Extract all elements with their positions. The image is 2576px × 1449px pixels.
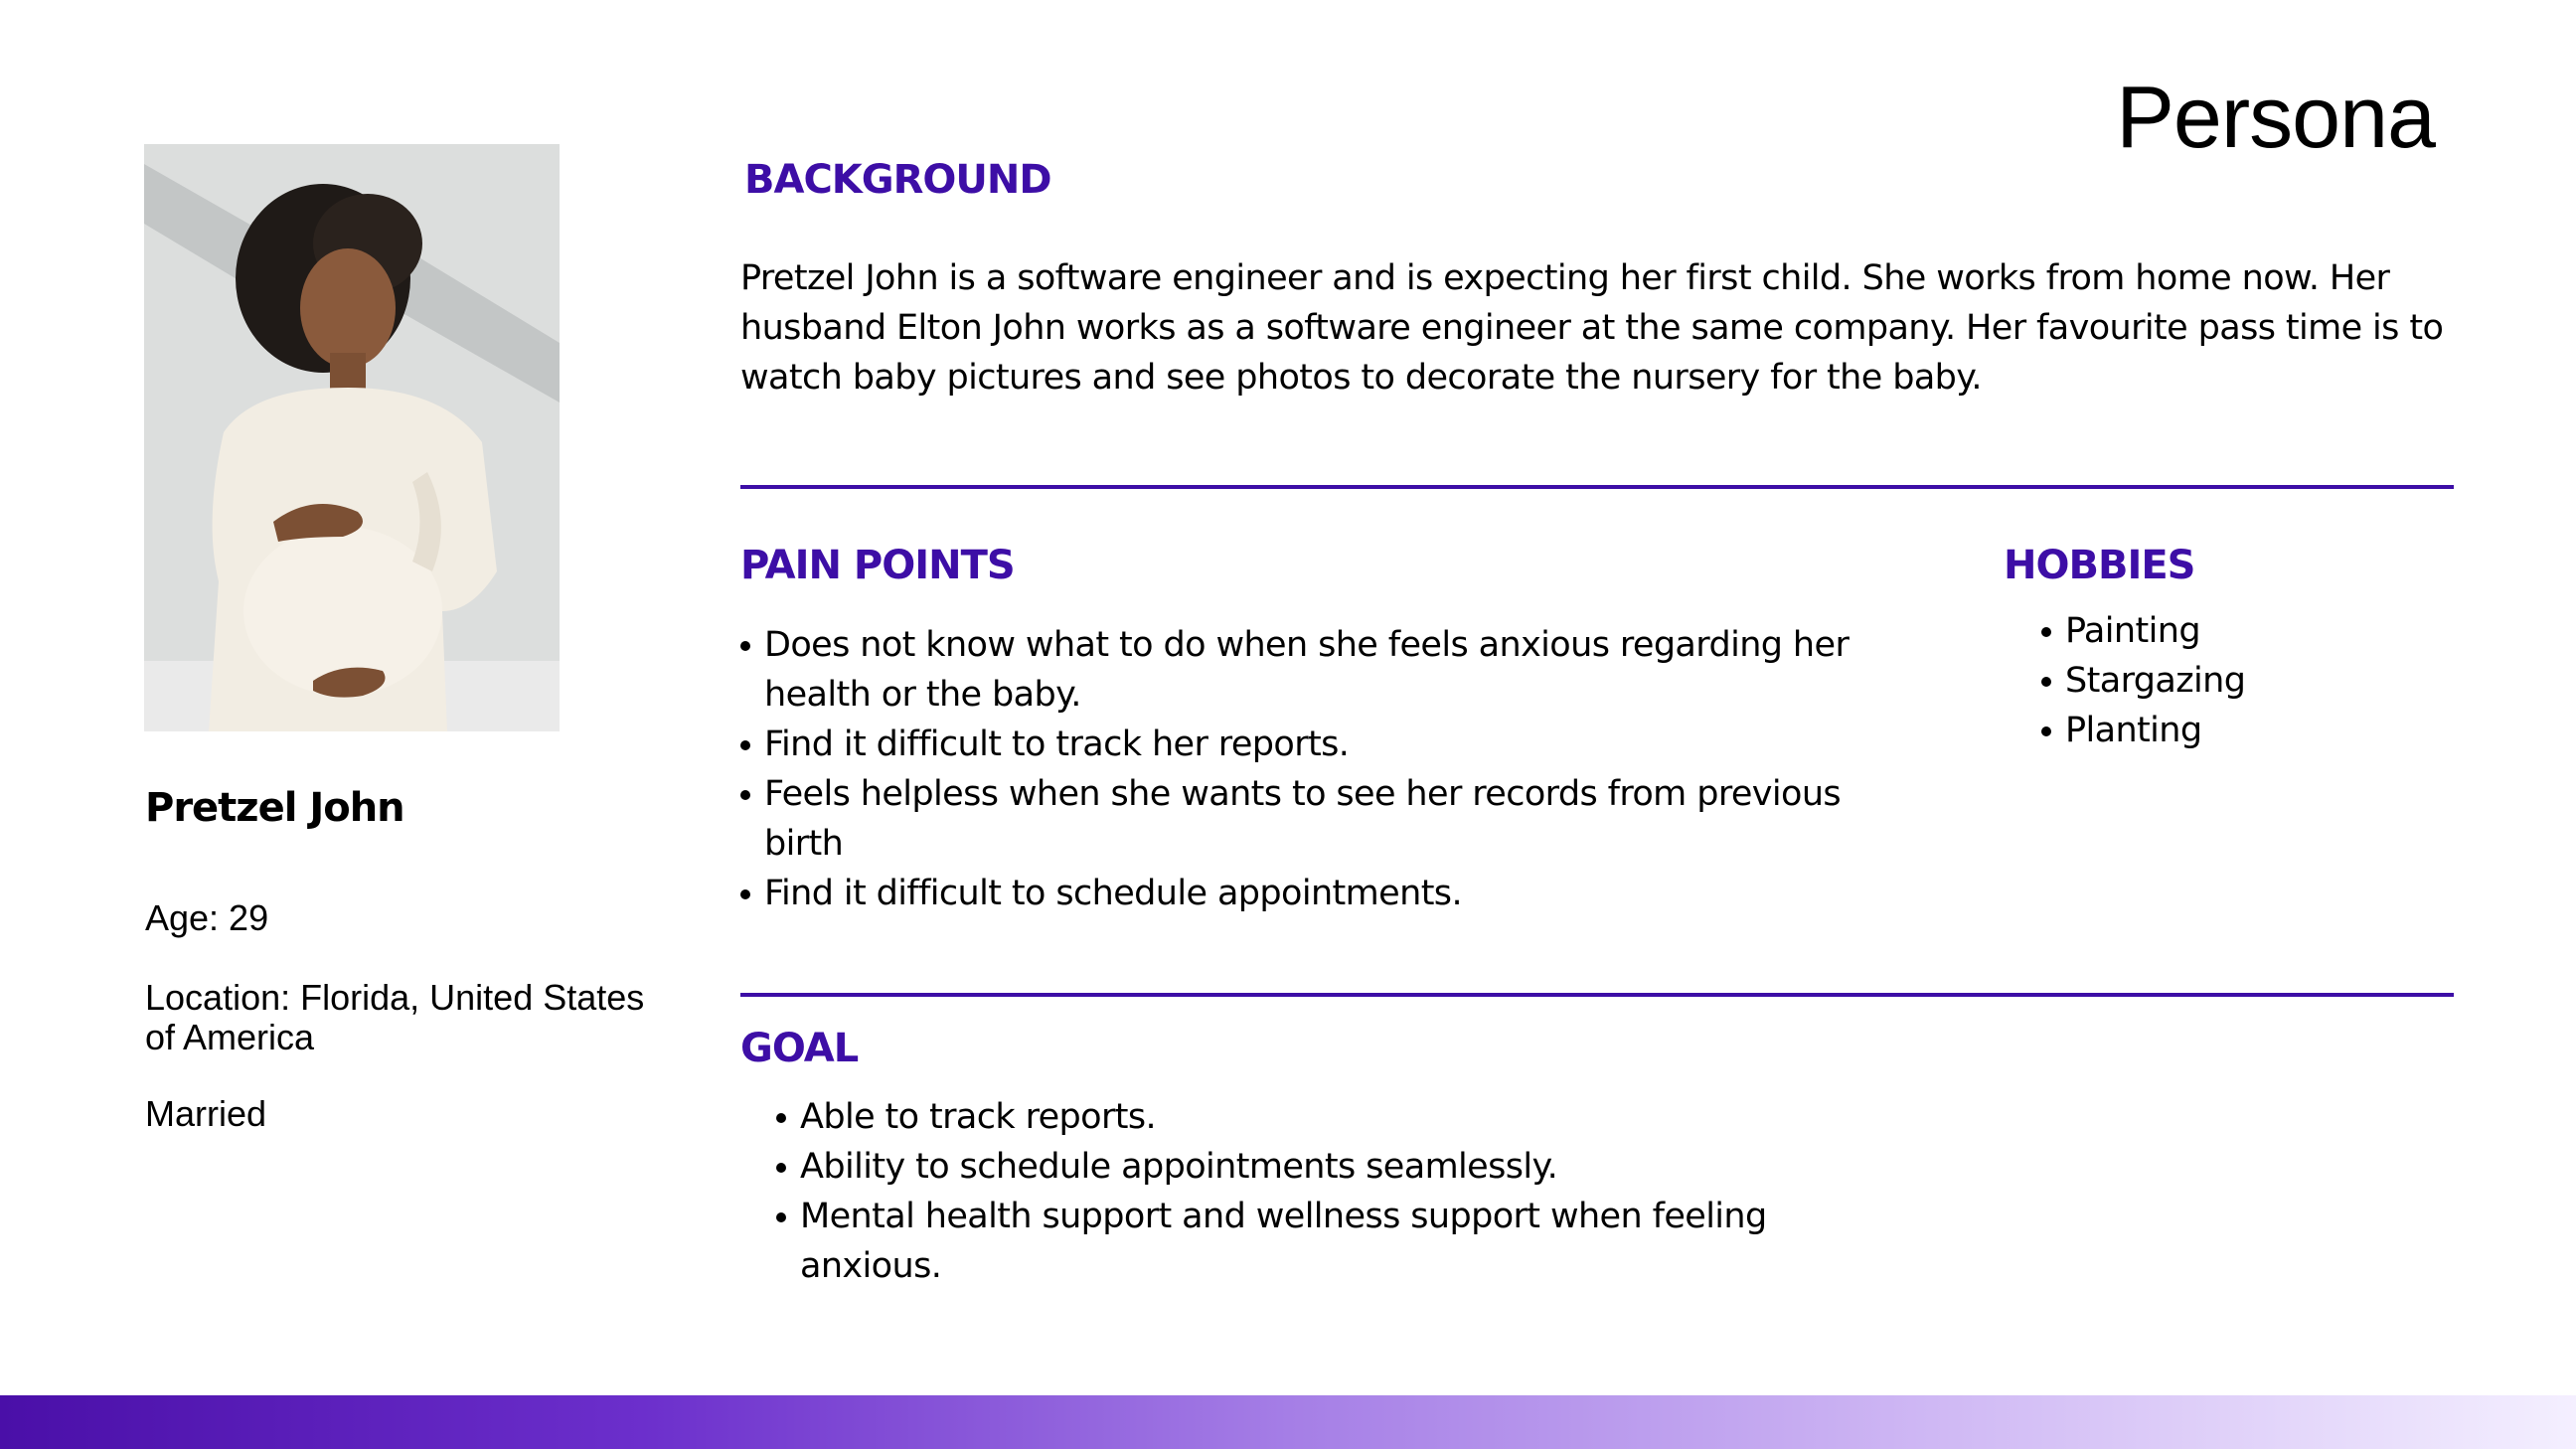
hobbies-list	[2041, 606, 2459, 755]
goal-item: Ability to schedule appointments seamlessly.	[776, 1142, 1899, 1192]
goal-item: Mental health support and wellness support when feeling anxious.	[776, 1192, 1899, 1291]
goal-list	[776, 1092, 1899, 1291]
profile-name: Pretzel John	[145, 785, 404, 831]
profile-age: Age: 29	[145, 897, 269, 938]
section-divider	[740, 993, 2454, 997]
background-text: Pretzel John is a software engineer and is expecting her first child. She works from home now. Her husband Elton John works as a software engineer at the same company. Her favourite pass time is to watch baby pictures and see photos to decorate the nursery for the baby.	[740, 258, 2444, 398]
pain-point-item: Find it difficult to schedule appointments.	[740, 869, 1893, 918]
hobbies-heading: HOBBIES	[2004, 543, 2195, 588]
profile-location: Location: Florida, United States of America	[145, 977, 645, 1057]
hobby-item: Planting	[2041, 706, 2459, 755]
goal-heading: GOAL	[740, 1026, 859, 1071]
hobby-item: Painting	[2041, 606, 2459, 656]
goal-item: Able to track reports.	[776, 1092, 1899, 1142]
section-divider	[740, 485, 2454, 489]
background-heading: BACKGROUND	[744, 157, 1051, 203]
page-title: Persona	[2116, 68, 2435, 166]
pain-point-item: Does not know what to do when she feels anxious regarding her health or the baby.	[740, 620, 1893, 720]
pain-point-item: Find it difficult to track her reports.	[740, 720, 1893, 769]
pain-points-list	[740, 620, 1893, 918]
footer-gradient-bar	[0, 1395, 2576, 1449]
pain-points-heading: PAIN POINTS	[740, 543, 1015, 588]
hobby-item: Stargazing	[2041, 656, 2459, 706]
profile-marital-status: Married	[145, 1093, 267, 1134]
pain-point-item: Feels helpless when she wants to see her records from previous birth	[740, 769, 1893, 869]
profile-photo	[144, 144, 560, 731]
